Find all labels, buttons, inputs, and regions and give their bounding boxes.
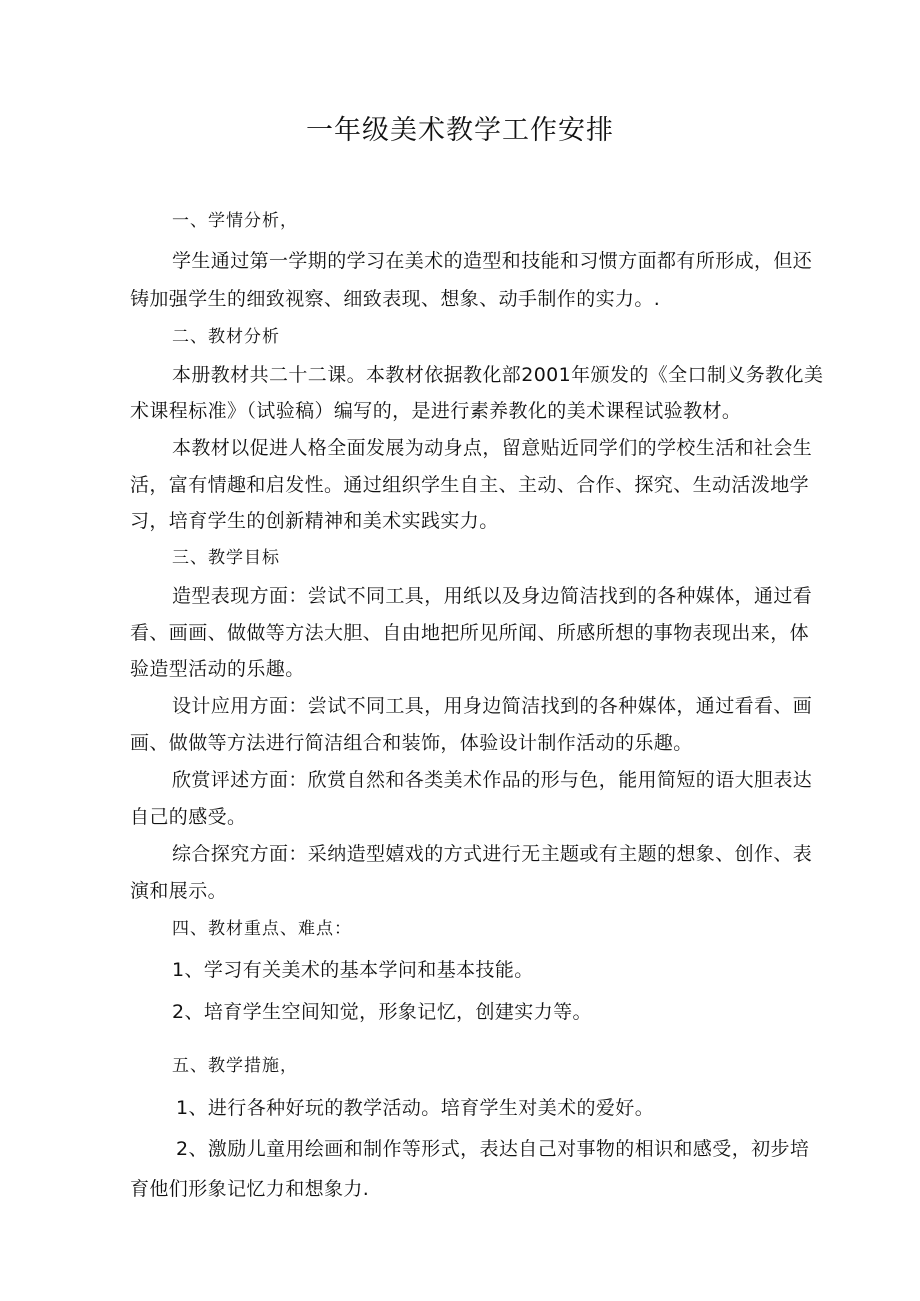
section-5-heading: 五、教学措施， bbox=[172, 1056, 298, 1076]
section-4-item: 1、学习有关美术的基本学问和基本技能。 bbox=[172, 959, 534, 981]
section-3-text-line: 造型表现方面：尝试不同工具，用纸以及身边简洁找到的各种媒体，通过看 bbox=[172, 585, 813, 607]
section-3-text-line: 综合探究方面：采纳造型嬉戏的方式进行无主题或有主题的想象、创作、表 bbox=[172, 843, 813, 865]
section-2-heading: 二、教材分析 bbox=[172, 327, 280, 347]
document-title: 一年级美术教学工作安排 bbox=[306, 115, 614, 146]
section-3-text-line: 画、做做等方法进行简洁组合和装饰，体验设计制作活动的乐趣。 bbox=[130, 732, 693, 754]
section-2-text-line: 活，富有情趣和启发性。通过组织学生自主、主动、合作、探究、生动活泼地学 bbox=[130, 474, 810, 496]
section-3-text-line: 验造型活动的乐趣。 bbox=[130, 658, 305, 680]
section-2-text-line: 本册教材共二十二课。本教材依据教化部2001年颁发的《全口制义务教化美 bbox=[172, 364, 824, 386]
section-2-text-line: 习，培育学生的创新精神和美术实践实力。 bbox=[130, 510, 499, 532]
section-3-text-line: 看、画画、做做等方法大胆、自由地把所见所闻、所感所想的事物表现出来，体 bbox=[130, 622, 810, 644]
section-1-heading: 一、学情分析， bbox=[172, 211, 298, 231]
section-5-item: 2、激励儿童用绘画和制作等形式，表达自己对事物的相识和感受，初步培 bbox=[176, 1138, 810, 1160]
section-3-text-line: 演和展示。 bbox=[130, 880, 228, 902]
section-4-heading: 四、教材重点、难点： bbox=[172, 919, 352, 939]
section-1-text-line: 铸加强学生的细致视察、细致表现、想象、动手制作的实力。. bbox=[130, 288, 661, 310]
section-3-text-line: 设计应用方面：尝试不同工具，用身边简洁找到的各种媒体，通过看看、画 bbox=[172, 695, 813, 717]
section-2-text-line: 本教材以促进人格全面发展为动身点，留意贴近同学们的学校生活和社会生 bbox=[172, 437, 813, 459]
section-3-heading: 三、教学目标 bbox=[172, 548, 280, 568]
section-4-item: 2、培育学生空间知觉，形象记忆，创建实力等。 bbox=[172, 1001, 592, 1023]
section-2-text-line: 术课程标准》（试验稿）编写的，是进行素养教化的美术课程试验教材。 bbox=[130, 400, 742, 422]
section-1-text-line: 学生通过第一学期的学习在美术的造型和技能和习惯方面都有所形成，但还 bbox=[172, 250, 813, 272]
section-3-text-line: 自己的感受。 bbox=[130, 806, 247, 828]
section-5-item: 育他们形象记忆力和想象力. bbox=[130, 1178, 370, 1200]
section-3-text-line: 欣赏评述方面：欣赏自然和各类美术作品的形与色，能用简短的语大胆表达 bbox=[172, 769, 813, 791]
section-5-item: 1、进行各种好玩的教学活动。培育学生对美术的爱好。 bbox=[176, 1097, 655, 1119]
